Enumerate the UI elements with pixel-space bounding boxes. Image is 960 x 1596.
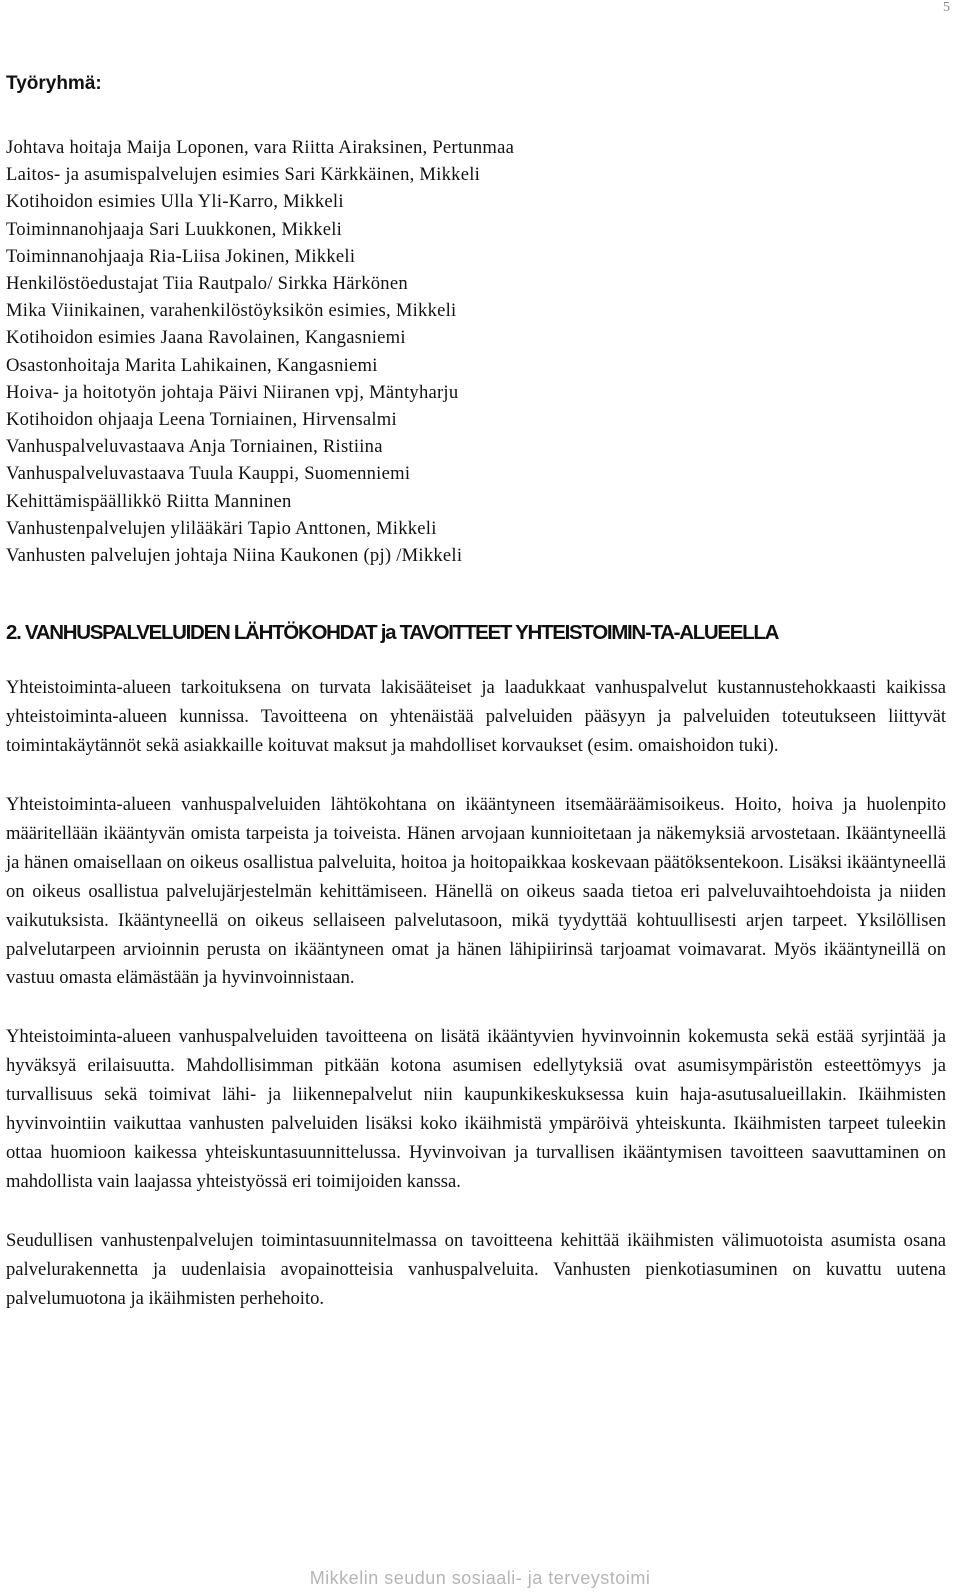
paragraph: Seudullisen vanhustenpalvelujen toimintasuunnitelmassa on tavoitteena kehittää ikäihmisten välimuotoista asumista osana palvelurakennetta ja uudenlaisia avopainotteisia vanhuspalveluita. Vanhusten pienkotiasuminen on kuvattu uutena palvelumuotona ja ikäihmisten perhehoito. — [6, 1229, 946, 1309]
list-item: Vanhuspalveluvastaava Anja Torniainen, Ristiina — [6, 436, 383, 458]
list-item: Vanhuspalveluvastaava Tuula Kauppi, Suomenniemi — [6, 463, 411, 485]
paragraph: Yhteistoiminta-alueen tarkoituksena on turvata lakisääteiset ja laadukkaat vanhuspalvelut kustannustehokkaasti kaikissa yhteistoiminta-alueen kunnissa. Tavoitteena on yhtenäistää palveluiden pääsyyn ja palveluiden toteutukseen liittyvät toimintakäytännöt sekä asiakkaille koituvat maksut ja mahdolliset korvaukset (esim. omaishoidon tuki). — [6, 677, 946, 757]
list-item: Henkilöstöedustajat Tiia Rautpalo/ Sirkka Härkönen — [6, 273, 408, 295]
team-heading: Työryhmä: — [6, 73, 102, 94]
page-number: 5 — [943, 0, 950, 15]
team-member-list — [6, 134, 946, 569]
list-item: Toiminnanohjaaja Ria-Liisa Jokinen, Mikkeli — [6, 245, 356, 267]
list-item: Vanhustenpalvelujen ylilääkäri Tapio Anttonen, Mikkeli — [6, 517, 437, 539]
section-heading: 2. VANHUSPALVELUIDEN LÄHTÖKOHDAT ja TAVOITTEET YHTEISTOIMIN-TA-ALUEELLA — [6, 621, 779, 645]
list-item: Toiminnanohjaaja Sari Luukkonen, Mikkeli — [6, 218, 343, 240]
list-item: Kotihoidon ohjaaja Leena Torniainen, Hirvensalmi — [6, 409, 397, 431]
list-item: Johtava hoitaja Maija Loponen, vara Riitta Airaksinen, Pertunmaa — [6, 137, 515, 158]
document-body — [6, 70, 946, 1343]
list-item: Kotihoidon esimies Ulla Yli-Karro, Mikkeli — [6, 191, 344, 213]
list-item: Mika Viinikainen, varahenkilöstöyksikön esimies, Mikkeli — [6, 300, 457, 322]
paragraph: Yhteistoiminta-alueen vanhuspalveluiden tavoitteena on lisätä ikääntyvien hyvinvoinnin kokemusta sekä estää syrjintää ja hyväksyä erilaisuutta. Mahdollisimman pitkään kotona asumisen edellytyksiä ovat asumisympäristön esteettömyys ja turvallisuus sekä toimivat lähi- ja liikennepalvelut niin kaupunkikeskuksessa kuin haja-asutusalueillakin. Ikäihmisten hyvinvointiin vaikuttaa vanhusten palveluiden lisäksi koko ikäihmistä ympäröivä yhteiskunta. Ikäihmisten tarpeet tuleekin ottaa huomioon kaikessa yhteiskuntasuunnittelussa. Hyvinvoivan ja turvallisen ikääntymisen tavoitteen saavuttaminen on mahdollista vain laajassa yhteistyössä eri toimijoiden kanssa. — [6, 1026, 946, 1192]
list-item: Kehittämispäällikkö Riitta Manninen — [6, 490, 292, 512]
list-item: Vanhusten palvelujen johtaja Niina Kaukonen (pj) /Mikkeli — [6, 545, 463, 567]
page-footer: Mikkelin seudun sosiaali- ja terveystoimi — [309, 1568, 651, 1588]
paragraph: Yhteistoiminta-alueen vanhuspalveluiden lähtökohtana on ikääntyneen itsemääräämisoikeus. Hoito, hoiva ja huolenpito määritellään ikääntyvän omista tarpeista ja toiveista. Hänen arvojaan kunnioitetaan ja näkemyksiä arvostetaan. Ikääntyneellä ja hänen omaisellaan on oikeus osallistua palveluita, hoitoa ja hoitopaikkaa koskevaan päätöksentekoon. Lisäksi ikääntyneellä on oikeus osallistua palvelujärjestelmän kehittämiseen. Hänellä on oikeus saada tietoa eri palveluvaihtoehdoista ja niiden vaikutuksista. Ikääntyneellä on oikeus sellaiseen palvelutasoon, mikä tyydyttää kohtuullisesti arjen tarpeet. Yksilöllisen palvelutarpeen arvioinnin perusta on ikääntyneen omat ja hänen lähipiirinsä tarjoamat voimavarat. Myös ikääntyneillä on vastuu omasta elämästään ja hyvinvoinnistaan. — [6, 793, 946, 989]
list-item: Osastonhoitaja Marita Lahikainen, Kangasniemi — [6, 354, 378, 376]
list-item: Laitos- ja asumispalvelujen esimies Sari Kärkkäinen, Mikkeli — [6, 164, 481, 186]
list-item: Hoiva- ja hoitotyön johtaja Päivi Niiranen vpj, Mäntyharju — [6, 381, 459, 403]
list-item: Kotihoidon esimies Jaana Ravolainen, Kangasniemi — [6, 327, 406, 349]
